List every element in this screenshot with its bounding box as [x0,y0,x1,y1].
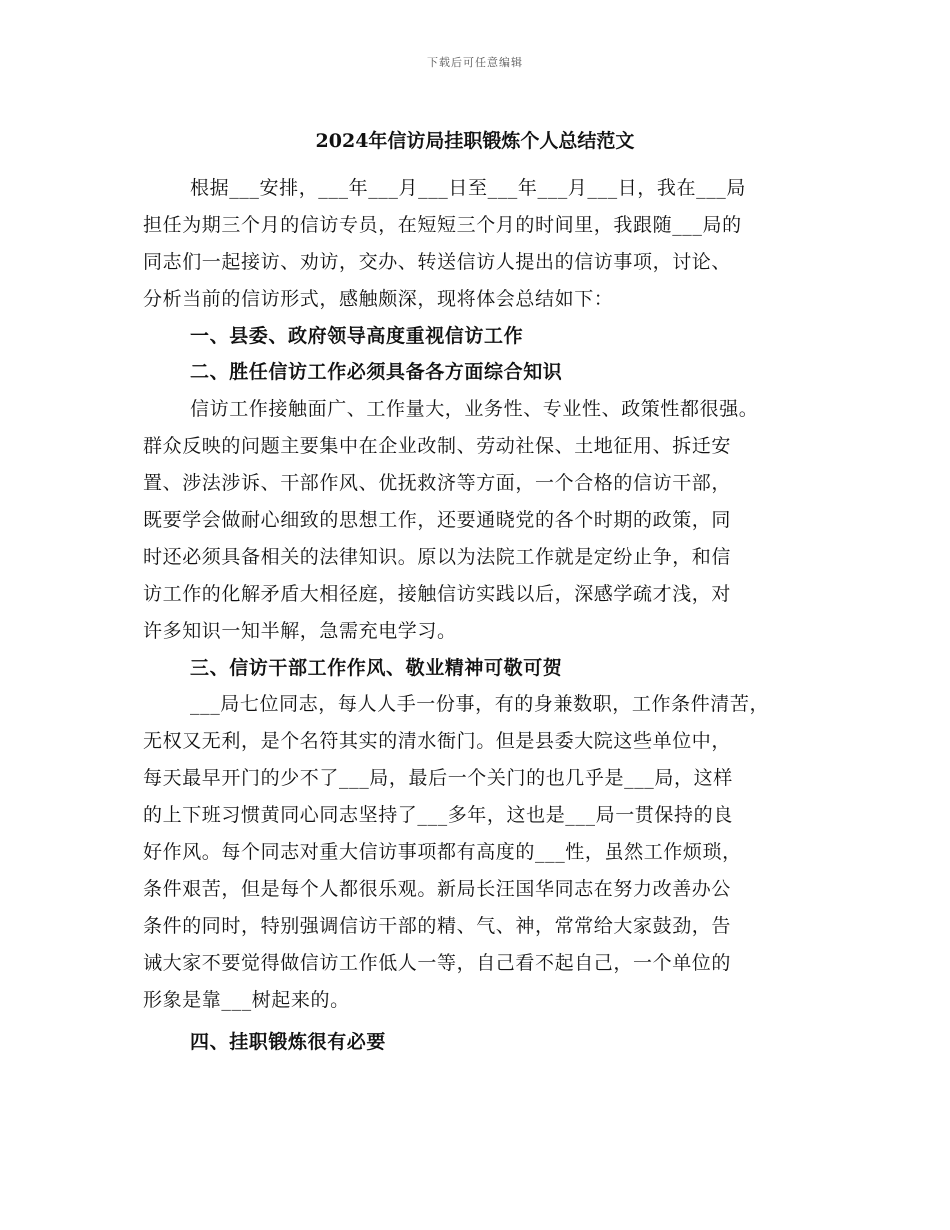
paragraph-line: 既要学会做耐心细致的思想工作，还要通晓党的各个时期的政策，同 [143,509,732,532]
section-heading: 四、挂职锻炼很有必要 [190,1031,387,1054]
paragraph-line: ___局七位同志，每人人手一份事，有的身兼数职，工作条件清苦， [190,693,770,716]
section-heading: 一、县委、政府领导高度重视信访工作 [190,324,524,347]
paragraph-line: 群众反映的问题主要集中在企业改制、劳动社保、土地征用、拆迁安 [143,435,732,458]
paragraph-line: 根据___安排，___年___月___日至___年___月___日，我在___局 [190,177,747,199]
paragraph-line: 形象是靠___树起来的。 [143,988,350,1011]
paragraph-line: 同志们一起接访、劝访，交办、转送信访人提出的信访事项，讨论、 [143,250,732,273]
paragraph-line: 分析当前的信访形式，感触颇深，现将体会总结如下： [143,287,614,310]
paragraph-line: 担任为期三个月的信访专员，在短短三个月的时间里，我跟随___局的 [143,213,742,236]
paragraph-line: 条件艰苦，但是每个人都很乐观。新局长汪国华同志在努力改善办公 [143,877,732,900]
paragraph-line: 诫大家不要觉得做信访工作低人一等，自己看不起自己，一个单位的 [143,951,732,974]
paragraph-line: 置、涉法涉诉、干部作风、优抚救济等方面，一个合格的信访干部， [143,472,732,495]
paragraph-line: 访工作的化解矛盾大相径庭，接触信访实践以后，深感学疏才浅，对 [143,582,732,605]
paragraph-line: 每天最早开门的少不了___局，最后一个关门的也几乎是___局，这样 [143,767,733,790]
document-body [143,170,828,1061]
paragraph-line: 条件的同时，特别强调信访干部的精、气、神，常常给大家鼓劲，告 [143,914,732,937]
paragraph-line: 的上下班习惯黄同心同志坚持了___多年，这也是___局一贯保持的良 [143,804,733,827]
header-note: 下载后可任意编辑 [427,56,523,69]
paragraph-line: 好作风。每个同志对重大信访事项都有高度的___性，虽然工作烦琐， [143,841,742,864]
paragraph-line: 许多知识一知半解，急需充电学习。 [143,619,457,642]
paragraph-line: 信访工作接触面广、工作量大，业务性、专业性、政策性都很强。 [190,398,759,421]
section-heading: 二、胜任信访工作必须具备各方面综合知识 [190,361,563,384]
section-heading: 三、信访干部工作作风、敬业精神可敬可贺 [190,656,563,679]
document-title: 2024年信访局挂职锻炼个人总结范文 [315,130,635,152]
paragraph-line: 无权又无利，是个名符其实的清水衙门。但是县委大院这些单位中， [143,730,732,753]
paragraph-line: 时还必须具备相关的法律知识。原以为法院工作就是定纷止争，和信 [143,545,732,568]
